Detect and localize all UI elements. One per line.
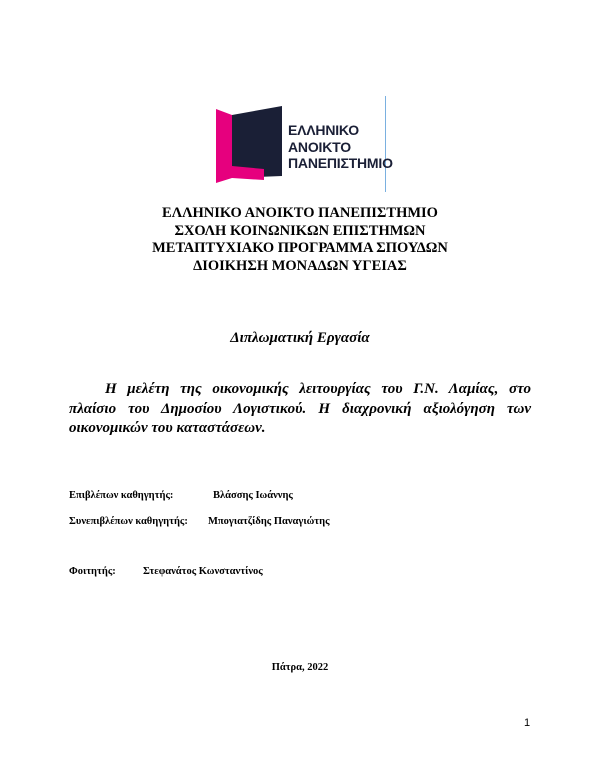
thesis-title-line-3: οικονομικών του καταστάσεων. — [69, 420, 266, 436]
logo-line-3: ΠΑΝΕΠΙΣΤΗΜΙΟ — [288, 155, 393, 171]
logo-magenta-shape — [216, 109, 232, 183]
page-number: 1 — [524, 717, 531, 729]
supervisor-label: Επιβλέπων καθηγητής: — [69, 490, 174, 501]
logo-wordmark — [288, 122, 393, 172]
logo-line-1: ΕΛΛΗΝΙΚΟ — [288, 122, 359, 138]
program-name: ΜΕΤΑΠΤΥΧΙΑΚΟ ΠΡΟΓΡΑΜΜΑ ΣΠΟΥΔΩΝ — [152, 240, 448, 256]
logo-emblem-icon — [216, 106, 286, 186]
specialization-name: ΔΙΟΙΚΗΣΗ ΜΟΝΑΔΩΝ ΥΓΕΙΑΣ — [193, 257, 407, 274]
logo-line-2: ΑΝΟΙΚΤΟ — [288, 138, 351, 155]
university-name: ΕΛΛΗΝΙΚΟ ΑΝΟΙΚΤΟ ΠΑΝΕΠΙΣΤΗΜΙΟ — [162, 205, 438, 221]
thesis-title — [69, 380, 531, 439]
student-label: Φοιτητής: — [69, 566, 116, 577]
thesis-title-line-2: πλαίσιο του Δημοσίου Λογιστικού. Η διαχρονική αξιολόγηση των — [69, 400, 531, 417]
co-supervisor-name: Μπογιατζίδης Παναγιώτης — [208, 516, 330, 527]
supervisor-name: Βλάσσης Ιωάννης — [213, 490, 293, 501]
thesis-title-line-1: Η μελέτη της οικονομικής λειτουργίας του Γ.Ν. Λαμίας, στο — [105, 381, 531, 397]
institution-header — [0, 205, 600, 275]
university-logo — [214, 96, 393, 192]
thesis-type: Διπλωματική Εργασία — [230, 330, 370, 346]
co-supervisor-label: Συνεπιβλέπων καθηγητής: — [69, 516, 188, 527]
school-name: ΣΧΟΛΗ ΚΟΙΝΩΝΙΚΩΝ ΕΠΙΣΤΗΜΩΝ — [174, 222, 426, 239]
student-name: Στεφανάτος Κωνσταντίνος — [143, 566, 263, 577]
place-date: Πάτρα, 2022 — [271, 662, 329, 673]
